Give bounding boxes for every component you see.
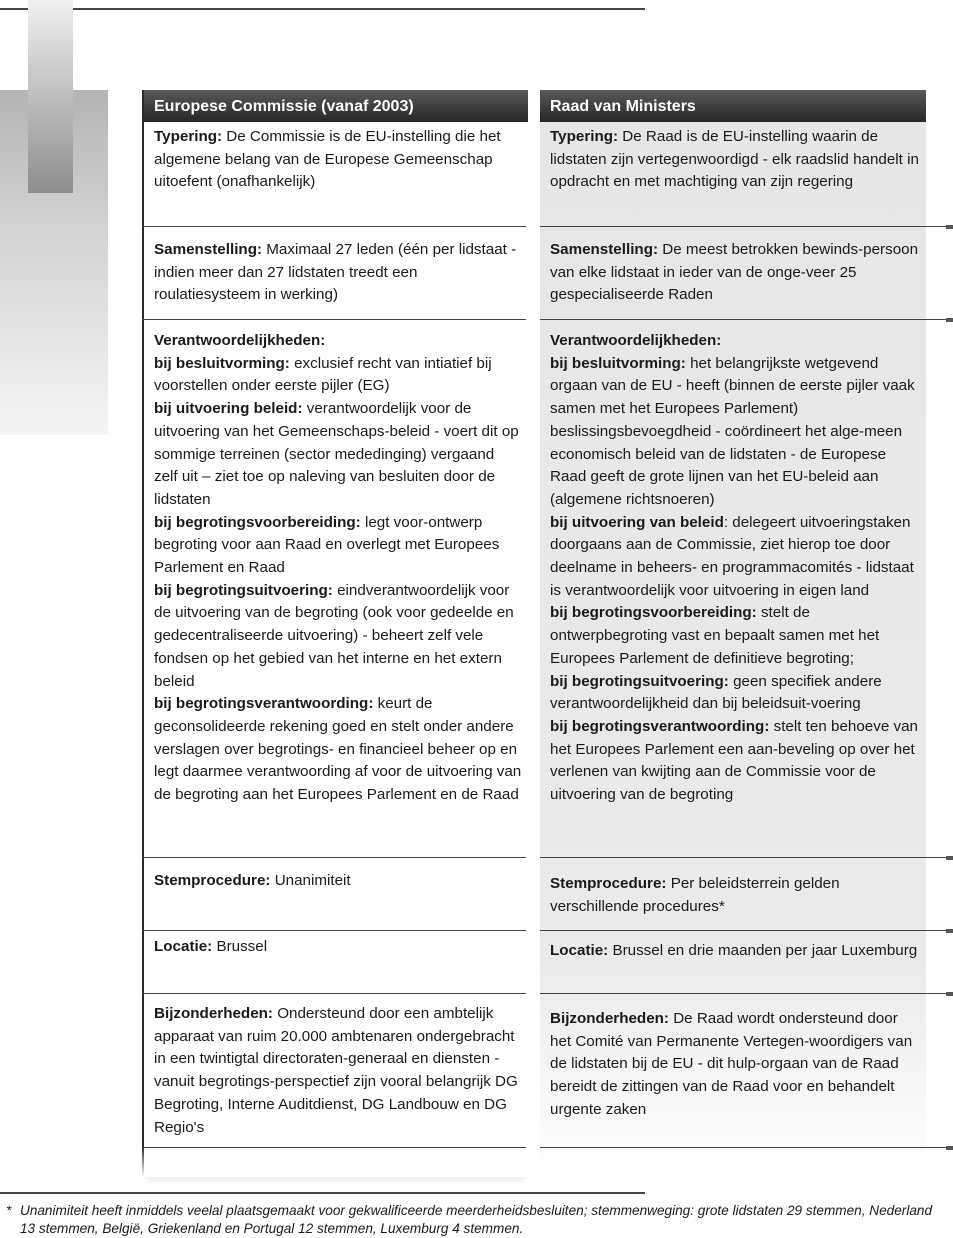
commission-header: Europese Commissie (vanaf 2003) [144,90,528,122]
top-rule [0,8,645,10]
council-locatie: Locatie: Brussel en drie maanden per jaar Luxemburg [550,942,918,959]
council-typering: Typering: De Raad is de EU-instelling waarin de lidstaten zijn vertegenwoordigd - elk raadslid handelt in opdracht en met machtiging van zijn regering [550,128,919,191]
row-tick [946,929,953,933]
commission-stemprocedure: Stemprocedure: Unanimiteit [154,872,351,889]
council-header: Raad van Ministers [540,90,926,122]
row-divider [540,857,946,858]
row-divider [540,226,946,227]
row-divider [142,930,526,931]
council-bijzonderheden: Bijzonderheden: De Raad wordt ondersteund door het Comité van Permanente Vertegen-woordigers van de lidstaten bij de EU - dit hulp-orgaan van de Raad bereidt de zittingen van de Raad voor en behandelt urgente zaken [550,1010,913,1118]
bottom-rule [0,1192,645,1194]
footnote-marker: * [6,1203,12,1218]
row-divider [142,857,526,858]
row-divider [142,1147,526,1148]
decorative-gradient-bar [28,0,73,193]
council-column [540,90,926,1177]
commission-bijzonderheden: Bijzonderheden: Ondersteund door een ambtelijk apparaat van ruim 20.000 ambtenaren ondergebracht in een twintigtal directoraten-generaal en diensten - vanuit begrotings-perspectief zijn vooral belangrijk DG Begroting, Interne Auditdienst, DG Landbouw en DG Regio's [154,1005,518,1136]
commission-verantwoordelijkheden: Verantwoordelijkheden: bij besluitvorming: exclusief recht van intiatief bij voorstellen onder eerste pijler (EG) bij uitvoering beleid: verantwoordelijk voor de uitvoering van het Gemeenschaps-beleid - voert dit op sommige terreinen (sector mededinging) vergaand zelf uit – ziet toe op naleving van besluiten door de lidstaten bij begrotingsvoorbereiding: legt voor-ontwerp begroting voor aan Raad en overlegt met Europees Parlement en Raad bij begrotingsuitvoering: eindverantwoordelijk voor de uitvoering van de begroting (ook voor gedeelde en gedecentraliseerde uitvoering) - beheert zelf vele fondsen op het gebied van het interne en het extern beleid bij begrotingsverantwoording: keurt de geconsolideerde rekening goed en stelt onder andere verslagen over begrotings- en financieel beheer op en legt daarmee verantwoording af voor de uitvoering van de begroting aan het Europees Parlement en de Raad [154,332,522,804]
row-divider [142,319,526,320]
council-verantwoordelijkheden: Verantwoordelijkheden: bij besluitvorming: het belangrijkste wetgevend orgaan van de EU - heeft (binnen de eerste pijler vaak samen met het Europees Parlement) beslissingsbevoegdheid - coördineert het alge-meen economisch beleid van de lidstaten - de Europese Raad geeft de grote lijnen van het EU-beleid aan (algemene richtsnoeren) bij uitvoering van beleid: delegeert uitvoeringstaken doorgaans aan de Commissie, ziet hierop toe door deelname in beheers- en programmacomités - lidstaat is verantwoordelijk voor uitvoering in eigen land bij begrotingsvoorbereiding: stelt de ontwerpbegroting vast en bepaalt samen met het Europees Parlement de definitieve begroting; bij begrotingsuitvoering: geen specifiek andere verantwoordelijkheid dan bij beleidsuit-voering bij begrotingsverantwoording: stelt ten behoeve van het Europees Parlement een aan-beveling op over het verlenen van kwijting aan de Commissie voor de uitvoering van de begroting [550,332,918,804]
council-samenstelling: Samenstelling: De meest betrokken bewinds-persoon van elke lidstaat in ieder van de onge-veer 25 gespecialiseerde Raden [550,241,919,304]
row-tick [946,1146,953,1150]
commission-samenstelling: Samenstelling: Maximaal 27 leden (één per lidstaat - indien meer dan 27 lidstaten treedt een roulatiesysteem in werking) [154,241,517,304]
row-tick [946,225,953,229]
council-stemprocedure: Stemprocedure: Per beleidsterrein gelden verschillende procedures* [550,875,840,915]
row-divider [540,1147,946,1148]
commission-locatie: Locatie: Brussel [154,938,268,955]
commission-column [142,90,528,1177]
row-divider [540,930,946,931]
row-tick [946,318,953,322]
commission-typering: Typering: De Commissie is de EU-instelling die het algemene belang van de Europese Gemeenschap uitoefent (onafhankelijk) [154,128,501,191]
row-tick [946,992,953,996]
footnote [6,1202,946,1238]
row-divider [540,319,946,320]
row-divider [142,993,526,994]
row-tick [946,856,953,860]
footnote-text: Unanimiteit heeft inmiddels veelal plaatsgemaakt voor gekwalificeerde meerderheidsbesluiten; stemmenweging: grote lidstaten 29 stemmen, Nederland 13 stemmen, België, Griekenland en Portugal 12 stemmen, Luxemburg 4 stemmen. [20,1203,933,1236]
row-divider [142,226,526,227]
row-divider [540,993,946,994]
